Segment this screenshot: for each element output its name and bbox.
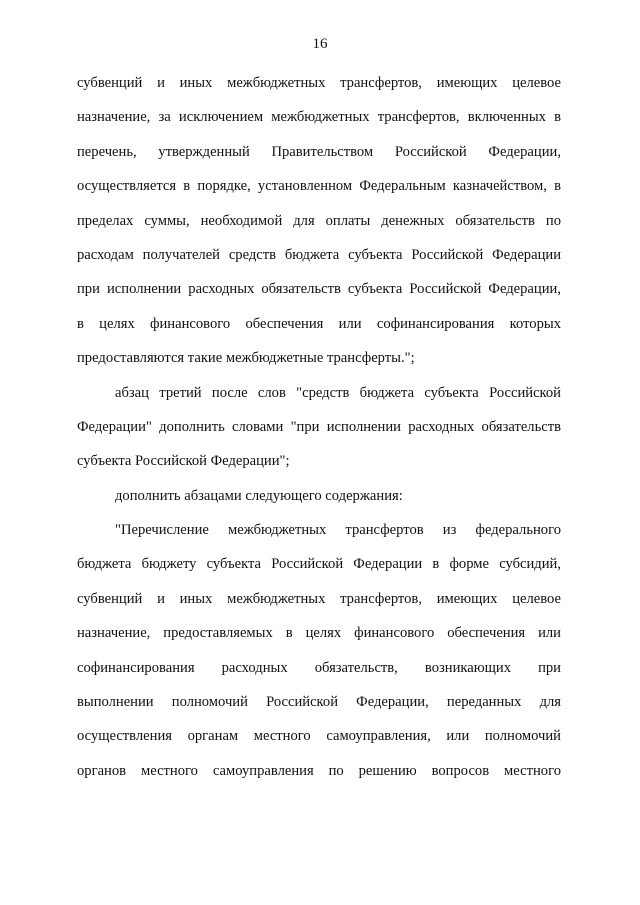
text-line: пределах суммы, необходимой для оплаты денежных обязательств по [77, 212, 561, 229]
text-line: бюджета бюджету субъекта Российской Федерации в форме субсидий, [77, 556, 561, 573]
text-line: выполнении полномочий Российской Федерации, переданных для [77, 694, 561, 711]
text-line: осуществления органам местного самоуправления, или полномочий [77, 728, 561, 745]
text-line: Федерации" дополнить словами "при исполнении расходных обязательств [77, 418, 561, 435]
text-line: назначение, за исключением межбюджетных трансфертов, включенных в [77, 109, 561, 126]
text-line: абзац третий после слов "средств бюджета субъекта Российской [115, 384, 561, 401]
text-line: дополнить абзацами следующего содержания: [115, 487, 403, 504]
text-line: в целях финансового обеспечения или софинансирования которых [77, 315, 561, 332]
text-line: предоставляются такие межбюджетные трансферты."; [77, 350, 415, 367]
text-line: органов местного самоуправления по решению вопросов местного [77, 762, 561, 779]
body-text [77, 66, 561, 788]
text-line: "Перечисление межбюджетных трансфертов из федерального [115, 522, 561, 539]
text-line: софинансирования расходных обязательств, возникающих при [77, 659, 561, 676]
text-line: при исполнении расходных обязательств субъекта Российской Федерации, [77, 281, 561, 298]
text-line: субъекта Российской Федерации"; [77, 453, 290, 470]
text-line: назначение, предоставляемых в целях финансового обеспечения или [77, 625, 561, 642]
text-line: осуществляется в порядке, установленном Федеральным казначейством, в [77, 178, 561, 195]
text-line: субвенций и иных межбюджетных трансфертов, имеющих целевое [77, 590, 561, 607]
page-number: 16 [312, 36, 328, 52]
text-line: расходам получателей средств бюджета субъекта Российской Федерации [77, 246, 561, 263]
text-line: субвенций и иных межбюджетных трансфертов, имеющих целевое [77, 75, 561, 91]
text-line: перечень, утвержденный Правительством Российской Федерации, [77, 143, 561, 160]
